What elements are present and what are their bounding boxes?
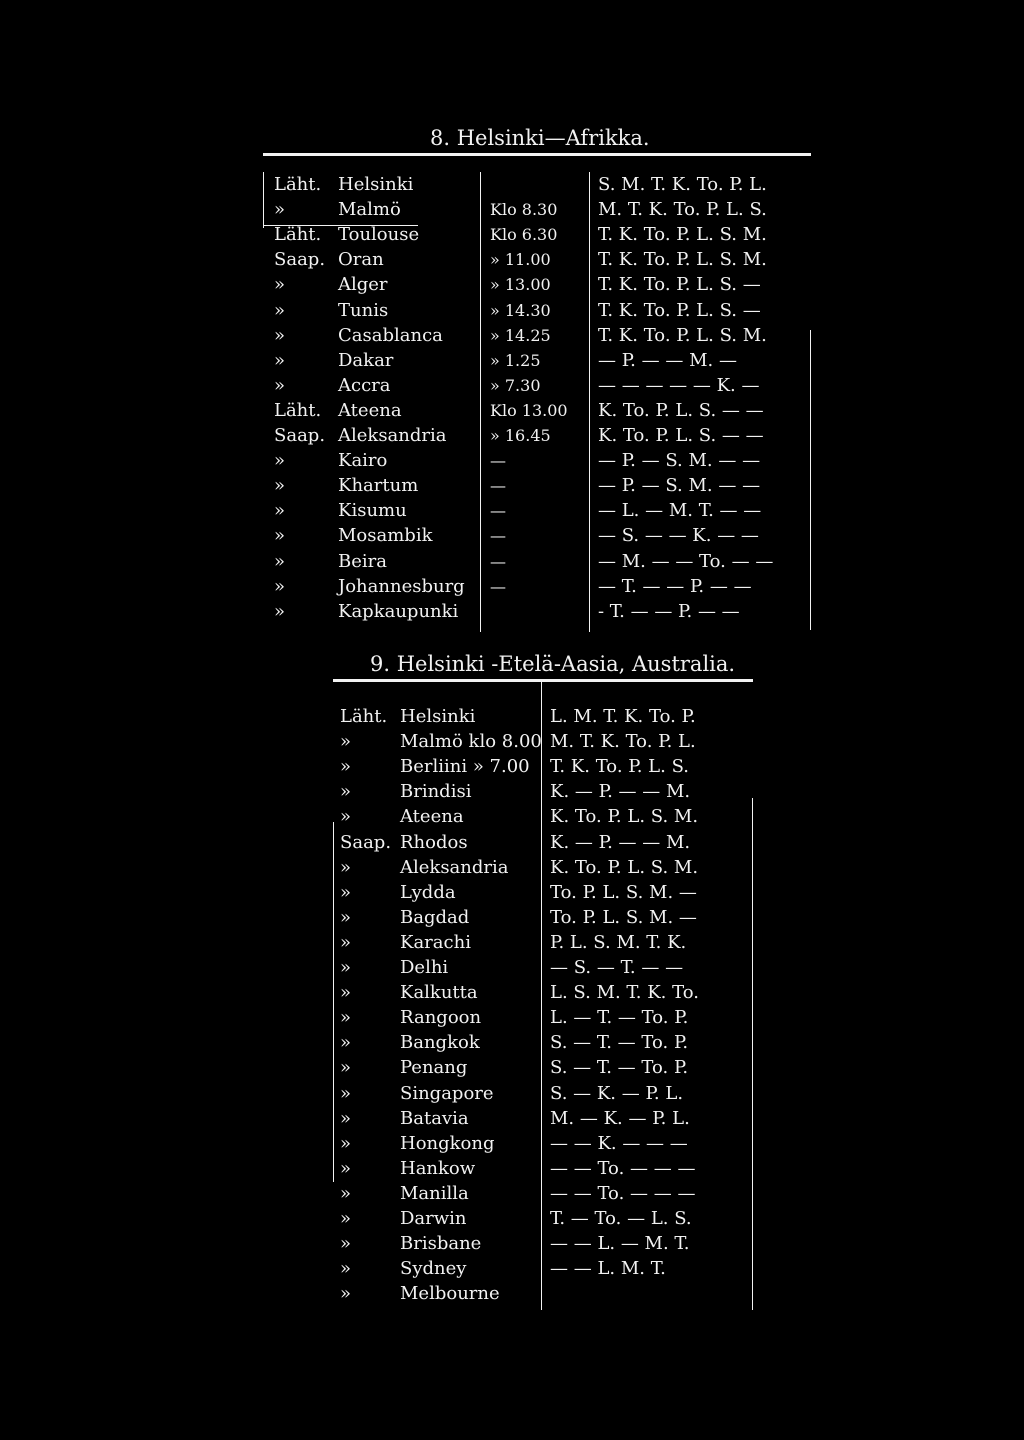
row-place: Karachi <box>400 931 471 953</box>
row-codes: K. — P. — — M. <box>550 781 691 803</box>
section-9-title: 9. Helsinki -Etelä-Aasia, Australia. <box>370 652 736 676</box>
row-place: Delhi <box>400 957 449 978</box>
row-place: Berliini » 7.00 <box>400 756 530 778</box>
row-prefix: » <box>274 450 286 472</box>
section-9-right-border <box>752 798 753 1310</box>
row-time: » 14.25 <box>490 325 551 345</box>
row-place: Bagdad <box>400 906 470 928</box>
row-codes: — T. — — P. — — <box>598 575 752 597</box>
row-place: Ateena <box>338 399 402 421</box>
row-time: » 14.30 <box>490 300 551 320</box>
row-time: Klo 13.00 <box>490 400 568 420</box>
row-prefix: » <box>340 1283 352 1305</box>
row-place: Darwin <box>400 1208 467 1229</box>
row-place: Rhodos <box>400 831 468 853</box>
row-codes: T. K. To. P. L. S. M. <box>598 224 767 246</box>
row-place: Kisumu <box>338 500 407 522</box>
row-prefix: Saap. <box>340 831 392 853</box>
row-codes: — — L. M. T. <box>550 1258 666 1280</box>
row-prefix: » <box>340 1132 352 1154</box>
section-8-right-border <box>810 330 811 630</box>
row-place: Casablanca <box>338 324 443 346</box>
row-codes: S. — T. — To. P. <box>550 1032 689 1054</box>
row-place: Sydney <box>400 1258 467 1280</box>
row-codes: — P. — S. M. — — <box>598 475 761 497</box>
row-time: — <box>490 551 506 571</box>
row-codes: S. — T. — To. P. <box>550 1057 689 1079</box>
row-time: — <box>490 476 506 496</box>
row-codes: K. — P. — — M. <box>550 831 691 853</box>
row-time: » 16.45 <box>490 426 551 445</box>
row-codes: — M. — — To. — — <box>598 550 774 572</box>
row-prefix: Läht. <box>274 399 322 421</box>
row-time: Klo 8.30 <box>490 200 558 220</box>
row-place: Toulouse <box>338 224 420 246</box>
row-codes: K. To. P. L. S. — — <box>598 399 764 421</box>
row-prefix: » <box>274 475 286 497</box>
row-prefix: » <box>340 1082 352 1104</box>
row-codes: — P. — — M. — <box>598 349 737 371</box>
row-codes: M. T. K. To. P. L. S. <box>598 199 767 221</box>
row-place: Kairo <box>338 450 388 472</box>
row-time: » 1.25 <box>490 350 541 370</box>
row-place: Rangoon <box>400 1007 482 1029</box>
section-9-left-border <box>333 822 334 1182</box>
row-prefix: Saap. <box>274 425 326 446</box>
row-prefix: » <box>340 731 352 753</box>
row-prefix: » <box>340 856 352 878</box>
row-place: Helsinki <box>400 706 476 727</box>
row-prefix: » <box>340 1208 352 1229</box>
row-place: Oran <box>338 249 384 271</box>
row-place: Manilla <box>400 1182 469 1204</box>
row-place: Malmö <box>338 199 401 221</box>
row-prefix: Läht. <box>274 224 322 246</box>
row-place: Batavia <box>400 1107 469 1129</box>
row-prefix: » <box>274 299 286 321</box>
row-prefix: » <box>274 525 286 547</box>
row-prefix: Läht. <box>340 706 388 727</box>
row-prefix: » <box>340 1107 352 1129</box>
row-prefix: » <box>340 1032 352 1054</box>
row-prefix: » <box>340 806 352 828</box>
row-prefix: » <box>274 274 286 296</box>
row-place: Khartum <box>338 475 419 497</box>
row-codes: S. — K. — P. L. <box>550 1082 684 1104</box>
row-prefix: » <box>340 982 352 1004</box>
row-codes: L. M. T. K. To. P. <box>550 706 696 727</box>
row-time: — <box>490 451 506 471</box>
row-codes: M. — K. — P. L. <box>550 1107 690 1129</box>
row-codes: S. M. T. K. To. P. L. <box>598 174 767 195</box>
row-prefix: » <box>340 1182 352 1204</box>
row-time: — <box>490 576 506 596</box>
row-codes: P. L. S. M. T. K. <box>550 931 687 953</box>
row-place: Kapkaupunki <box>338 600 459 622</box>
row-time: » 7.30 <box>490 375 541 395</box>
row-place: Penang <box>400 1057 468 1079</box>
row-place: Aleksandria <box>338 425 447 446</box>
row-codes: T. K. To. P. L. S. <box>550 756 689 778</box>
row-codes: To. P. L. S. M. — <box>550 906 697 928</box>
row-codes: - T. — — P. — — <box>598 600 740 622</box>
section-9-place-codes-divider <box>541 682 542 1310</box>
section-8-time-codes-divider <box>589 172 590 632</box>
row-place: Bangkok <box>400 1032 480 1054</box>
row-prefix: » <box>340 1233 352 1255</box>
row-time: Klo 6.30 <box>490 225 558 245</box>
row-prefix: Saap. <box>274 249 326 271</box>
row-place: Beira <box>338 550 387 572</box>
row-place: Alger <box>338 274 388 296</box>
row-place: Accra <box>338 374 391 396</box>
row-prefix: » <box>274 199 286 221</box>
row-prefix: » <box>274 500 286 522</box>
row-place: Ateena <box>400 806 464 828</box>
row-prefix: » <box>340 756 352 778</box>
row-prefix: » <box>340 906 352 928</box>
row-codes: T. K. To. P. L. S. M. <box>598 249 767 271</box>
row-prefix: » <box>340 881 352 903</box>
row-codes: — L. — M. T. — — <box>598 500 762 522</box>
row-time: — <box>490 501 506 521</box>
row-codes: — — L. — M. T. <box>550 1233 690 1255</box>
row-place: Brisbane <box>400 1233 482 1255</box>
row-codes: T. K. To. P. L. S. M. <box>598 324 767 346</box>
row-prefix: » <box>274 324 286 346</box>
row-prefix: » <box>274 575 286 597</box>
row-codes: — — To. — — — <box>550 1157 696 1179</box>
row-codes: K. To. P. L. S. — — <box>598 425 764 446</box>
row-prefix: » <box>274 349 286 371</box>
row-place: Dakar <box>338 349 394 371</box>
row-prefix: » <box>340 1057 352 1079</box>
row-codes: To. P. L. S. M. — <box>550 881 697 903</box>
row-prefix: » <box>340 1258 352 1280</box>
row-place: Aleksandria <box>400 856 509 878</box>
row-time: — <box>490 526 506 546</box>
row-time: » 13.00 <box>490 275 551 295</box>
row-place: Johannesburg <box>338 575 465 597</box>
row-codes: T. K. To. P. L. S. — <box>598 274 761 296</box>
row-codes: — — K. — — — <box>550 1132 688 1154</box>
row-place: Helsinki <box>338 174 414 195</box>
section-8-left-border <box>263 172 264 228</box>
row-time: » 11.00 <box>490 250 551 270</box>
row-codes: — — — — — K. — <box>598 374 760 396</box>
row-place: Malmö klo 8.00 <box>400 731 542 753</box>
row-codes: T. — To. — L. S. <box>550 1208 692 1229</box>
row-place: Brindisi <box>400 781 472 803</box>
row-place: Kalkutta <box>400 982 478 1004</box>
row-codes: — S. — T. — — <box>550 957 684 978</box>
row-codes: L. S. M. T. K. To. <box>550 982 699 1004</box>
row-prefix: » <box>274 550 286 572</box>
row-prefix: » <box>340 931 352 953</box>
row-place: Hankow <box>400 1157 476 1179</box>
section-8-title: 8. Helsinki—Afrikka. <box>430 126 650 150</box>
row-prefix: » <box>340 781 352 803</box>
row-codes: — — To. — — — <box>550 1182 696 1204</box>
row-codes: T. K. To. P. L. S. — <box>598 299 761 321</box>
row-codes: M. T. K. To. P. L. <box>550 731 696 753</box>
row-prefix: » <box>340 1157 352 1179</box>
row-prefix: » <box>274 374 286 396</box>
row-place: Lydda <box>400 881 456 903</box>
row-prefix: Läht. <box>274 174 322 195</box>
row-place: Mosambik <box>338 525 433 547</box>
row-place: Melbourne <box>400 1283 500 1305</box>
row-prefix: » <box>340 1007 352 1029</box>
section-8-top-rule <box>263 153 811 156</box>
row-codes: K. To. P. L. S. M. <box>550 806 699 828</box>
row-place: Tunis <box>338 299 389 321</box>
row-codes: K. To. P. L. S. M. <box>550 856 699 878</box>
row-place: Hongkong <box>400 1132 495 1154</box>
row-codes: L. — T. — To. P. <box>550 1007 689 1029</box>
section-8-place-time-divider <box>480 172 481 632</box>
row-codes: — S. — — K. — — <box>598 525 759 547</box>
row-place: Singapore <box>400 1082 494 1104</box>
row-prefix: » <box>340 957 352 978</box>
row-prefix: » <box>274 600 286 622</box>
section-9-top-rule <box>333 679 753 682</box>
row-codes: — P. — S. M. — — <box>598 450 761 472</box>
